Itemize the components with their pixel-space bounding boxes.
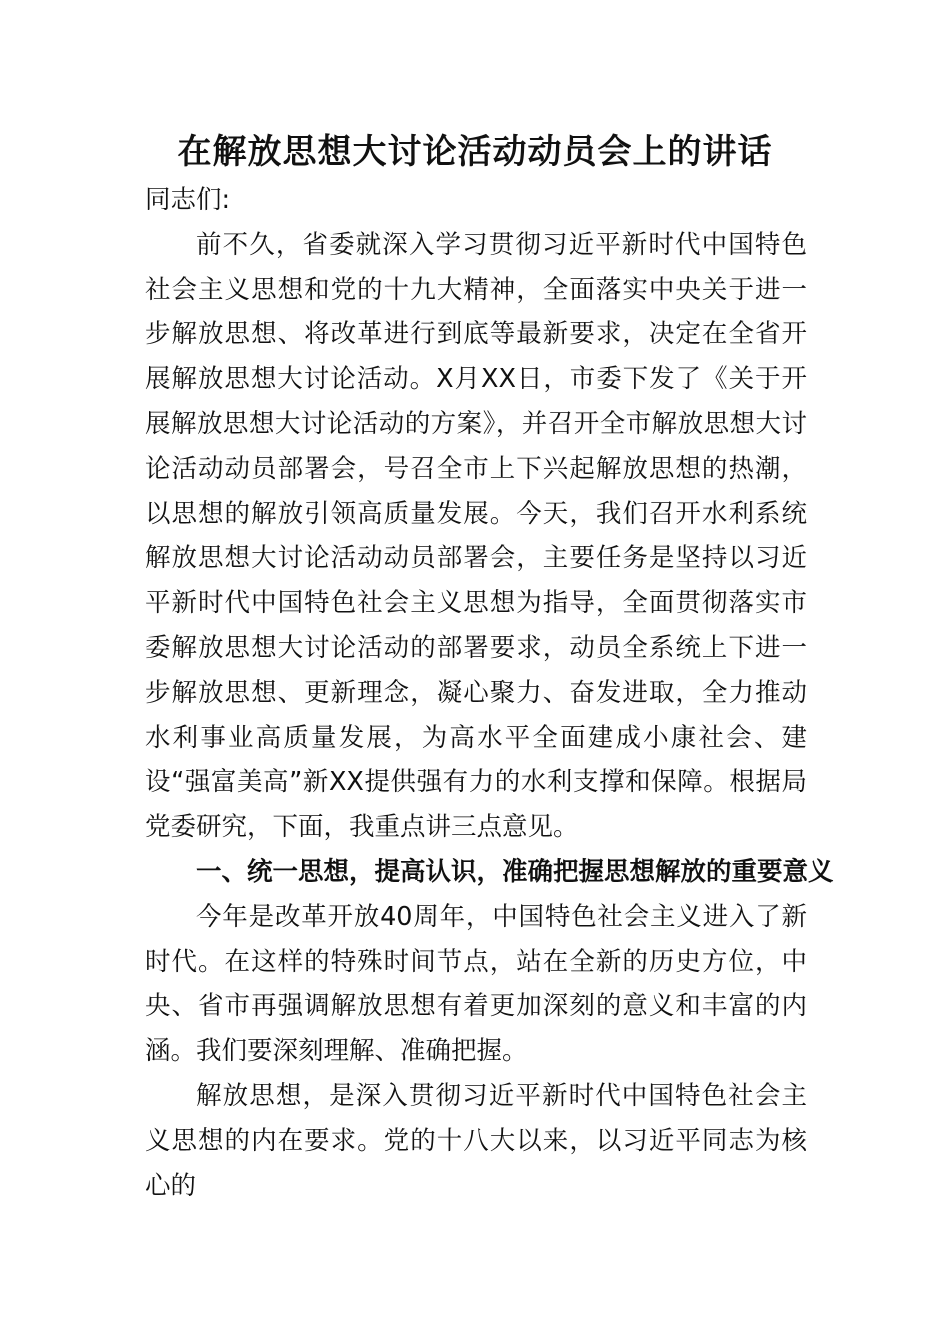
section1-paragraph-2: 解放思想，是深入贯彻习近平新时代中国特色社会主义思想的内在要求。党的十八大以来，以习近平同志为核心的 — [145, 1080, 807, 1201]
section1-paragraph-1: 今年是改革开放40周年，中国特色社会主义进入了新时代。在这样的特殊时间节点，站在全新的历史方位，中央、省市再强调解放思想有着更加深刻的意义和丰富的内涵。我们要深刻理解、准确把握。 — [145, 901, 807, 1067]
salutation: 同志们: — [145, 185, 231, 215]
intro-paragraph: 前不久，省委就深入学习贯彻习近平新时代中国特色社会主义思想和党的十九大精神，全面落实中央关于进一步解放思想、将改革进行到底等最新要求，决定在全省开展解放思想大讨论活动。X月XX日，市委下发了《关于开展解放思想大讨论活动的方案》，并召开全市解放思想大讨论活动动员部署会，号召全市上下兴起解放思想的热潮，以思想的解放引领高质量发展。今天，我们召开水利系统解放思想大讨论活动动员部署会，主要任务是坚持以习近平新时代中国特色社会主义思想为指导，全面贯彻落实市委解放思想大讨论活动的部署要求，动员全系统上下进一步解放思想、更新理念，凝心聚力、奋发进取，全力推动水利事业高质量发展，为高水平全面建成小康社会、建设“强富美高”新XX提供强有力的水利支撑和保障。根据局党委研究，下面，我重点讲三点意见。 — [145, 229, 807, 843]
document-title: 在解放思想大讨论活动动员会上的讲话 — [177, 132, 773, 172]
section-heading-1: 一、统一思想，提高认识，准确把握思想解放的重要意义 — [196, 856, 834, 887]
document-body — [145, 178, 834, 1208]
